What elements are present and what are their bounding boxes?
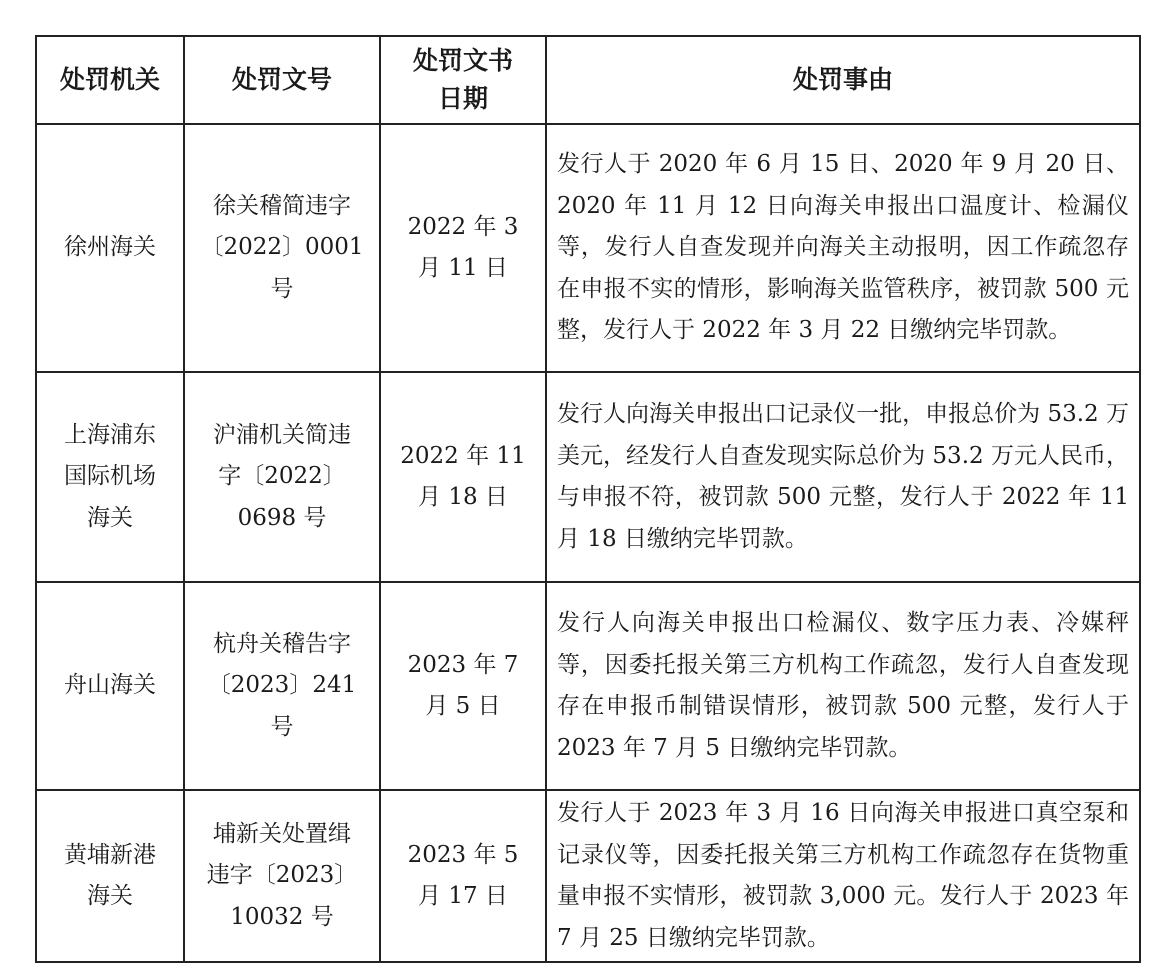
header-row xyxy=(36,36,1140,124)
cell-line: 2022 年 3 xyxy=(407,213,519,240)
cell-reason: 发行人向海关申报出口记录仪一批，申报总价为 53.2 万美元，经发行人自查发现实际总价为 53.2 万元人民币，与申报不符，被罚款 500 元整，发行人于 2022 年 11 月 18 日缴纳完毕罚款。 xyxy=(546,372,1140,582)
cell-line: 国际机场 xyxy=(64,463,156,490)
header-doc-number: 处罚文号 xyxy=(184,36,380,124)
cell-line: 违字〔2023〕 xyxy=(206,862,358,889)
cell-doc-date xyxy=(380,124,546,372)
header-doc-date-line: 处罚文书 xyxy=(412,46,513,75)
cell-doc-number xyxy=(184,790,380,962)
cell-doc-number xyxy=(184,124,380,372)
cell-line: 上海浦东 xyxy=(64,421,156,448)
cell-doc-number xyxy=(184,372,380,582)
cell-line: 月 5 日 xyxy=(425,693,501,719)
cell-line: 沪浦机关简违 xyxy=(213,421,351,448)
table-row xyxy=(36,372,1140,582)
cell-line: 月 18 日 xyxy=(418,484,508,510)
cell-line: 号 xyxy=(270,713,294,740)
table-row xyxy=(36,124,1140,372)
header-doc-date-line: 日期 xyxy=(437,84,488,113)
table-row xyxy=(36,790,1140,962)
cell-line: 0698 号 xyxy=(237,504,327,531)
table-row xyxy=(36,582,1140,790)
cell-line: 号 xyxy=(270,275,294,302)
header-doc-date xyxy=(380,36,546,124)
cell-line: 字〔2022〕 xyxy=(218,463,346,490)
cell-line: 2023 年 5 xyxy=(407,841,519,868)
cell-line: 10032 号 xyxy=(230,903,334,930)
cell-reason: 发行人于 2020 年 6 月 15 日、2020 年 9 月 20 日、2020 年 11 月 12 日向海关申报出口温度计、检漏仪等，发行人自查发现并向海关主动报明，因工作疏忽存在申报不实的情形，影响海关监管秩序，被罚款 500 元整，发行人于 2022 年 3 月 22 日缴纳完毕罚款。 xyxy=(546,124,1140,372)
cell-line: 月 11 日 xyxy=(418,255,508,281)
cell-line: 〔2023〕241 xyxy=(207,672,357,699)
cell-org xyxy=(36,372,184,582)
cell-doc-number xyxy=(184,582,380,790)
cell-doc-date xyxy=(380,582,546,790)
cell-doc-date xyxy=(380,372,546,582)
cell-line: 杭舟关稽告字 xyxy=(213,630,351,657)
cell-org: 徐州海关 xyxy=(36,124,184,372)
cell-reason: 发行人向海关申报出口检漏仪、数字压力表、冷媒秤等，因委托报关第三方机构工作疏忽，发行人自查发现存在申报币制错误情形，被罚款 500 元整，发行人于 2023 年 7 月 5 日缴纳完毕罚款。 xyxy=(546,582,1140,790)
header-org: 处罚机关 xyxy=(36,36,184,124)
cell-line: 月 17 日 xyxy=(418,883,508,909)
cell-line: 徐关稽简违字 xyxy=(213,192,351,219)
cell-line: 〔2022〕0001 xyxy=(200,234,364,261)
cell-line: 埔新关处置缉 xyxy=(213,820,351,847)
cell-org xyxy=(36,790,184,962)
cell-line: 2022 年 11 xyxy=(400,442,526,469)
cell-line: 海关 xyxy=(87,504,133,531)
cell-org: 舟山海关 xyxy=(36,582,184,790)
cell-doc-date xyxy=(380,790,546,962)
cell-line: 海关 xyxy=(87,883,133,909)
penalty-table xyxy=(35,35,1141,963)
cell-reason: 发行人于 2023 年 3 月 16 日向海关申报进口真空泵和记录仪等，因委托报关第三方机构工作疏忽存在货物重量申报不实情形，被罚款 3,000 元。发行人于 2023 年 7 月 25 日缴纳完毕罚款。 xyxy=(546,790,1140,962)
header-reason: 处罚事由 xyxy=(546,36,1140,124)
cell-line: 2023 年 7 xyxy=(407,651,519,678)
cell-line: 黄埔新港 xyxy=(64,841,156,868)
